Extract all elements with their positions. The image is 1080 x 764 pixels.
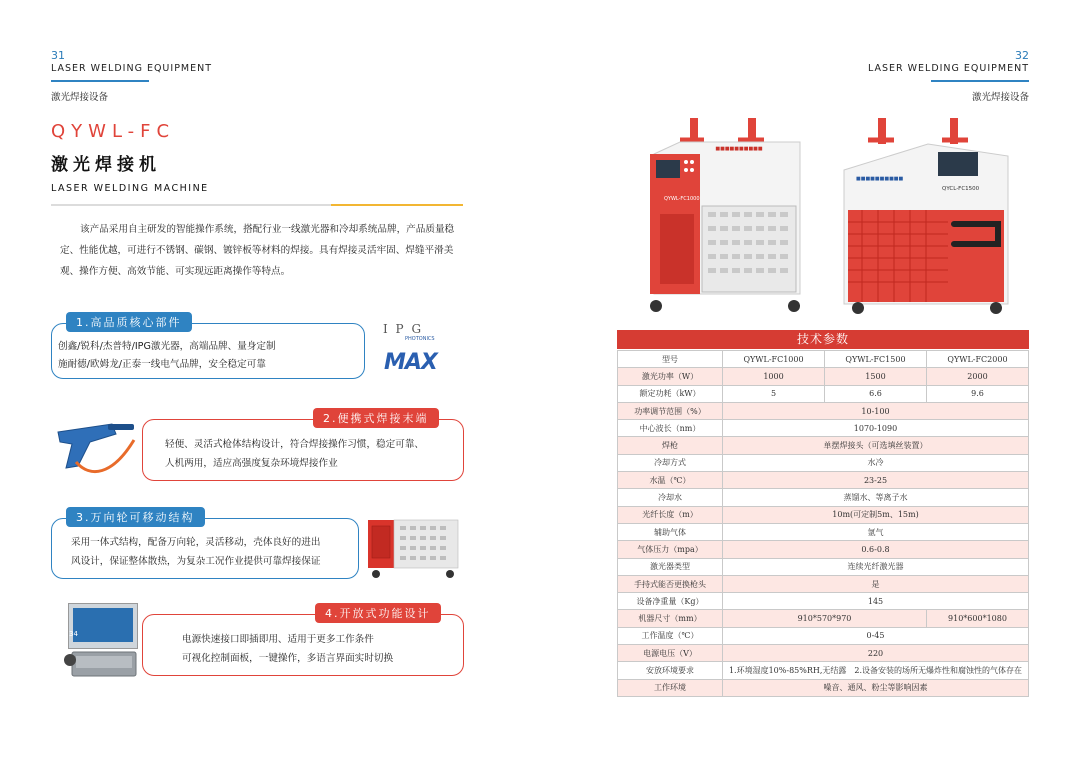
spec-param-cell: 气体压力（mpa） — [618, 541, 723, 558]
feature-text-3a: 采用一体式结构，配备万向轮，灵活移动，壳体良好的进出 — [71, 537, 321, 548]
spec-param-cell: 额定功耗（kW） — [618, 385, 723, 402]
spec-row — [618, 472, 1029, 489]
feature-text-1a: 创鑫/锐科/杰普特/IPG激光器，高端品牌、量身定制 — [58, 341, 276, 352]
spec-param-cell: 激光功率（W） — [618, 368, 723, 385]
spec-value-cell: 9.6 — [926, 385, 1028, 402]
spec-row — [618, 506, 1029, 523]
spec-value-cell: QYWL-FC1500 — [824, 351, 926, 368]
spec-value-cell: QYWL-FC1000 — [723, 351, 825, 368]
spec-value-cell: 2000 — [926, 368, 1028, 385]
spec-value-cell: 910*600*1080 — [926, 610, 1028, 627]
header-cn-left: 激光焊接设备 — [51, 92, 109, 103]
spec-param-cell: 焊枪 — [618, 437, 723, 454]
spec-value-cell: 氩气 — [723, 523, 1029, 540]
spec-row — [618, 523, 1029, 540]
machine-image-fc1500 — [838, 114, 1014, 316]
control-panel-label: 34 — [69, 630, 78, 638]
page-number-right: 32 — [1015, 49, 1029, 62]
spec-value-cell: 5 — [723, 385, 825, 402]
feature-text-2a: 轻便、灵活式枪体结构设计，符合焊接操作习惯，稳定可靠、 — [165, 439, 425, 450]
spec-row — [618, 385, 1029, 402]
feature-tag-1: 1.高品质核心部件 — [66, 312, 192, 332]
machine-label-fc1000: QYWL-FC1000 — [664, 196, 700, 202]
model-title: QYWL-FC — [51, 121, 176, 142]
feature-tag-2: 2.便携式焊接末端 — [313, 408, 439, 428]
spec-param-cell: 设备净重量（Kg） — [618, 593, 723, 610]
spec-value-cell: 蒸馏水、等离子水 — [723, 489, 1029, 506]
title-en: LASER WELDING MACHINE — [51, 183, 209, 194]
spec-value-cell: 10m(可定制5m、15m) — [723, 506, 1029, 523]
spec-row — [618, 593, 1029, 610]
spec-param-cell: 工作环境 — [618, 679, 723, 696]
spec-header-row — [618, 351, 1029, 368]
spec-row — [618, 368, 1029, 385]
spec-value-cell: QYWL-FC2000 — [926, 351, 1028, 368]
header-rule-left — [51, 80, 149, 82]
spec-param-cell: 电源电压（V） — [618, 645, 723, 662]
spec-row — [618, 489, 1029, 506]
control-panel-image — [68, 603, 138, 649]
spec-value-cell: 0-45 — [723, 627, 1029, 644]
ipg-logo-text: I P G — [383, 322, 424, 336]
spec-row — [618, 437, 1029, 454]
feature-text-4b: 可视化控制面板，一键操作，多语言界面实时切换 — [182, 653, 394, 664]
power-connector-image — [62, 646, 138, 682]
mobile-cart-image — [364, 516, 464, 580]
spec-value-cell: 10-100 — [723, 402, 1029, 419]
spec-param-cell: 光纤长度（m） — [618, 506, 723, 523]
spec-value-cell: 1000 — [723, 368, 825, 385]
spec-param-cell: 功率调节范围（%） — [618, 402, 723, 419]
spec-value-cell: 145 — [723, 593, 1029, 610]
spec-row — [618, 662, 1029, 679]
max-logo: MAX — [384, 350, 437, 375]
spec-row — [618, 679, 1029, 696]
ipg-logo-sub: PHOTONICS — [405, 336, 435, 342]
spec-value-cell: 220 — [723, 645, 1029, 662]
header-rule-right — [931, 80, 1029, 82]
spec-value-cell: 0.6-0.8 — [723, 541, 1029, 558]
spec-param-cell: 中心波长（nm） — [618, 420, 723, 437]
spec-param-cell: 冷却方式 — [618, 454, 723, 471]
spec-row — [618, 402, 1029, 419]
spec-param-cell: 冷却水 — [618, 489, 723, 506]
spec-value-cell: 连续光纤激光器 — [723, 558, 1029, 575]
title-divider — [51, 204, 463, 206]
page-number-left: 31 — [51, 49, 65, 62]
spec-value-cell: 噪音、通风、粉尘等影响因素 — [723, 679, 1029, 696]
welding-gun-image — [50, 418, 138, 482]
spec-param-cell: 机器尺寸（mm） — [618, 610, 723, 627]
feature-text-3b: 风设计，保证整体散热，为复杂工况作业提供可靠焊接保证 — [71, 556, 321, 567]
feature-tag-3: 3.万向轮可移动结构 — [66, 507, 205, 527]
spec-row — [618, 541, 1029, 558]
machine-image-fc1000 — [640, 114, 808, 320]
spec-row — [618, 627, 1029, 644]
header-cn-right: 激光焊接设备 — [971, 92, 1029, 103]
spec-row — [618, 454, 1029, 471]
header-en-left: LASER WELDING EQUIPMENT — [51, 63, 213, 74]
spec-row — [618, 420, 1029, 437]
spec-param-cell: 水温（℃） — [618, 472, 723, 489]
spec-value-cell: 1500 — [824, 368, 926, 385]
feature-text-4a: 电源快速接口即插即用、适用于更多工作条件 — [182, 634, 374, 645]
ipg-logo — [383, 322, 453, 342]
spec-table — [617, 350, 1029, 697]
spec-value-cell: 23-25 — [723, 472, 1029, 489]
spec-value-cell: 单摆焊接头（可选填丝装置） — [723, 437, 1029, 454]
feature-tag-4: 4.开放式功能设计 — [315, 603, 441, 623]
spec-value-cell: 1070-1090 — [723, 420, 1029, 437]
product-description: 该产品采用自主研发的智能操作系统，搭配行业一线激光器和冷却系统品牌，产品质量稳定、性能优越，可进行不锈钢、碳钢、镀锌板等材料的焊接。具有焊接灵活牢固、焊缝平滑美观、操作方便、高效节能、可实现远距离操作等特点。 — [60, 224, 455, 277]
spec-param-cell: 工作温度（℃） — [618, 627, 723, 644]
spec-value-cell: 910*570*970 — [723, 610, 927, 627]
machine-brand-plate-right: ■■■■■■■■■■ — [856, 176, 904, 182]
control-panel-screen — [73, 608, 133, 642]
spec-param-cell: 型号 — [618, 351, 723, 368]
header-en-right: LASER WELDING EQUIPMENT — [867, 63, 1029, 74]
spec-value-cell: 是 — [723, 575, 1029, 592]
spec-param-cell: 激光器类型 — [618, 558, 723, 575]
spec-param-cell: 安放环境要求 — [618, 662, 723, 679]
machine-brand-plate-left: ■■■■■■■■■■ — [715, 146, 763, 152]
feature-text-1b: 施耐德/欧姆龙/正泰一线电气品牌，安全稳定可靠 — [58, 359, 266, 370]
spec-table-title: 技术参数 — [617, 330, 1029, 349]
spec-value-cell: 6.6 — [824, 385, 926, 402]
spec-value-cell: 1.环境湿度10%-85%RH,无结露 2.设备安装的场所无爆炸性和腐蚀性的气体存在 — [723, 662, 1029, 679]
spec-param-cell: 辅助气体 — [618, 523, 723, 540]
spec-row — [618, 610, 1029, 627]
spec-value-cell: 水冷 — [723, 454, 1029, 471]
spec-row — [618, 575, 1029, 592]
title-cn: 激光焊接机 — [51, 155, 161, 175]
spec-row — [618, 558, 1029, 575]
feature-text-2b: 人机两用，适应高强度复杂环境焊接作业 — [165, 458, 338, 469]
spec-param-cell: 手持式能否更换枪头 — [618, 575, 723, 592]
machine-label-fc1500: QYCL-FC1500 — [942, 186, 980, 192]
spec-row — [618, 645, 1029, 662]
